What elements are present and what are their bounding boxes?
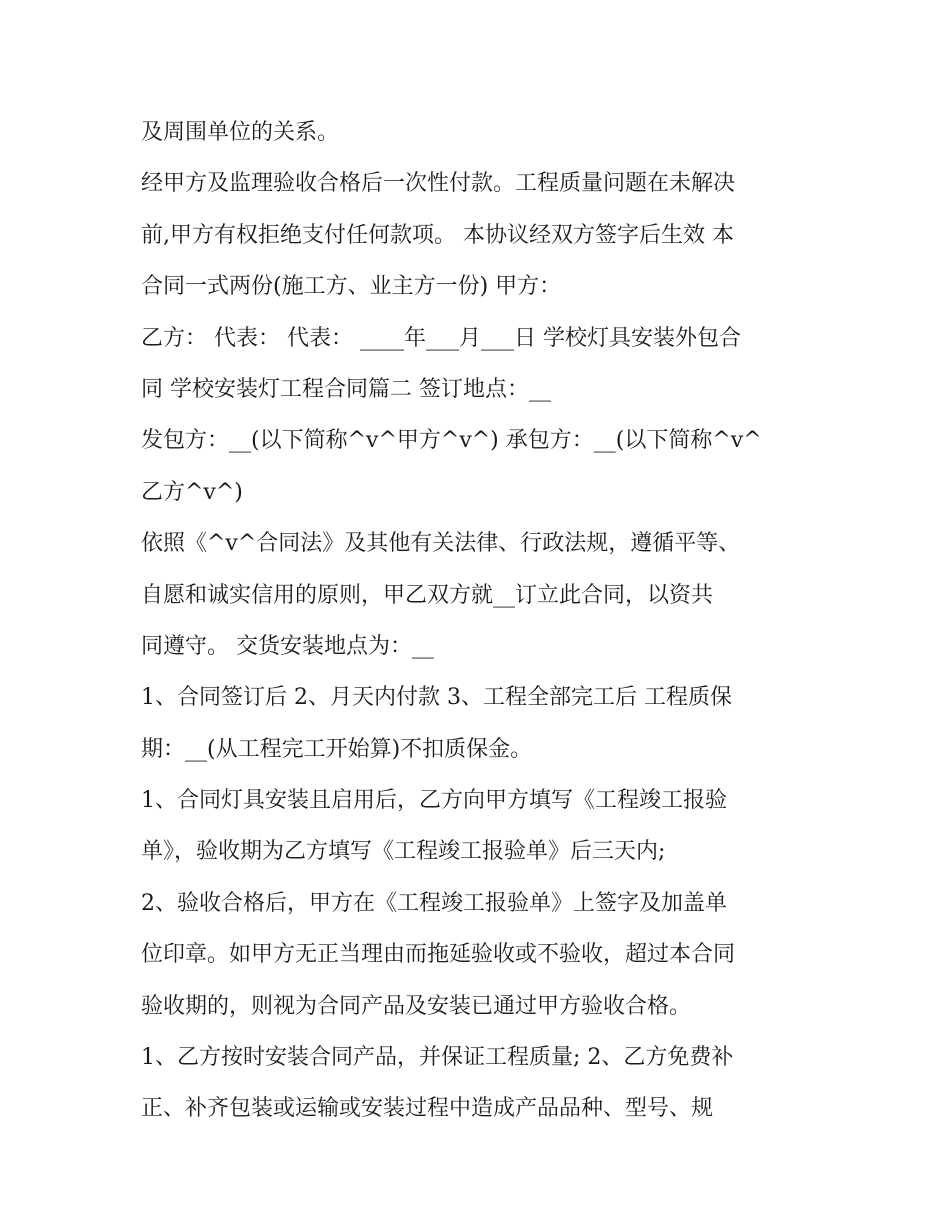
text-line: 及周围单位的关系。: [141, 120, 340, 145]
document-body: [141, 107, 831, 1135]
text-line: 验收期的，则视为合同产品及安装已通过甲方验收合格。: [141, 993, 692, 1019]
text-line: 经甲方及监理验收合格后一次性付款。工程质量问题在未解决: [141, 171, 736, 197]
text-line: 1、合同签订后 2、月天内付款 3、工程全部完工后 工程质保: [141, 685, 732, 711]
text-line: 同 学校安装灯工程合同篇二 签订地点：__: [141, 376, 551, 402]
text-line: 合同一式两份(施工方、业主方一份) 甲方：: [141, 274, 562, 300]
text-line: 1、乙方按时安装合同产品，并保证工程质量; 2、乙方免费补: [141, 1045, 734, 1071]
text-line: 依照《^v^合同法》及其他有关法律、行政法规，遵循平等、: [141, 531, 741, 557]
text-line: 同遵守。 交货安装地点为：__: [141, 633, 434, 659]
text-line: 前,甲方有权拒绝支付任何款项。 本协议经双方签字后生效 本: [141, 222, 734, 248]
text-line: 2、验收合格后，甲方在《工程竣工报验单》上签字及加盖单: [141, 890, 727, 916]
text-line: 1、合同灯具安装且启用后，乙方向甲方填写《工程竣工报验: [141, 788, 727, 814]
text-line: 位印章。如甲方无正当理由而拖延验收或不验收，超过本合同: [141, 942, 736, 968]
text-line: 正、补齐包装或运输或安装过程中造成产品品种、型号、规: [141, 1096, 714, 1122]
text-line: 自愿和诚实信用的原则，甲乙双方就__订立此合同，以资共: [141, 582, 714, 608]
text-line: 发包方：__(以下简称^v^甲方^v^) 承包方：__(以下简称^v^: [141, 428, 762, 454]
text-line: 单》，验收期为乙方填写《工程竣工报验单》后三天内;: [141, 839, 666, 865]
text-line: 期：__(从工程完工开始算)不扣质保金。: [141, 736, 533, 762]
text-line: 乙方： 代表： 代表： ____年___月___日 学校灯具安装外包合: [141, 325, 741, 351]
text-line: 乙方^v^): [141, 479, 243, 505]
